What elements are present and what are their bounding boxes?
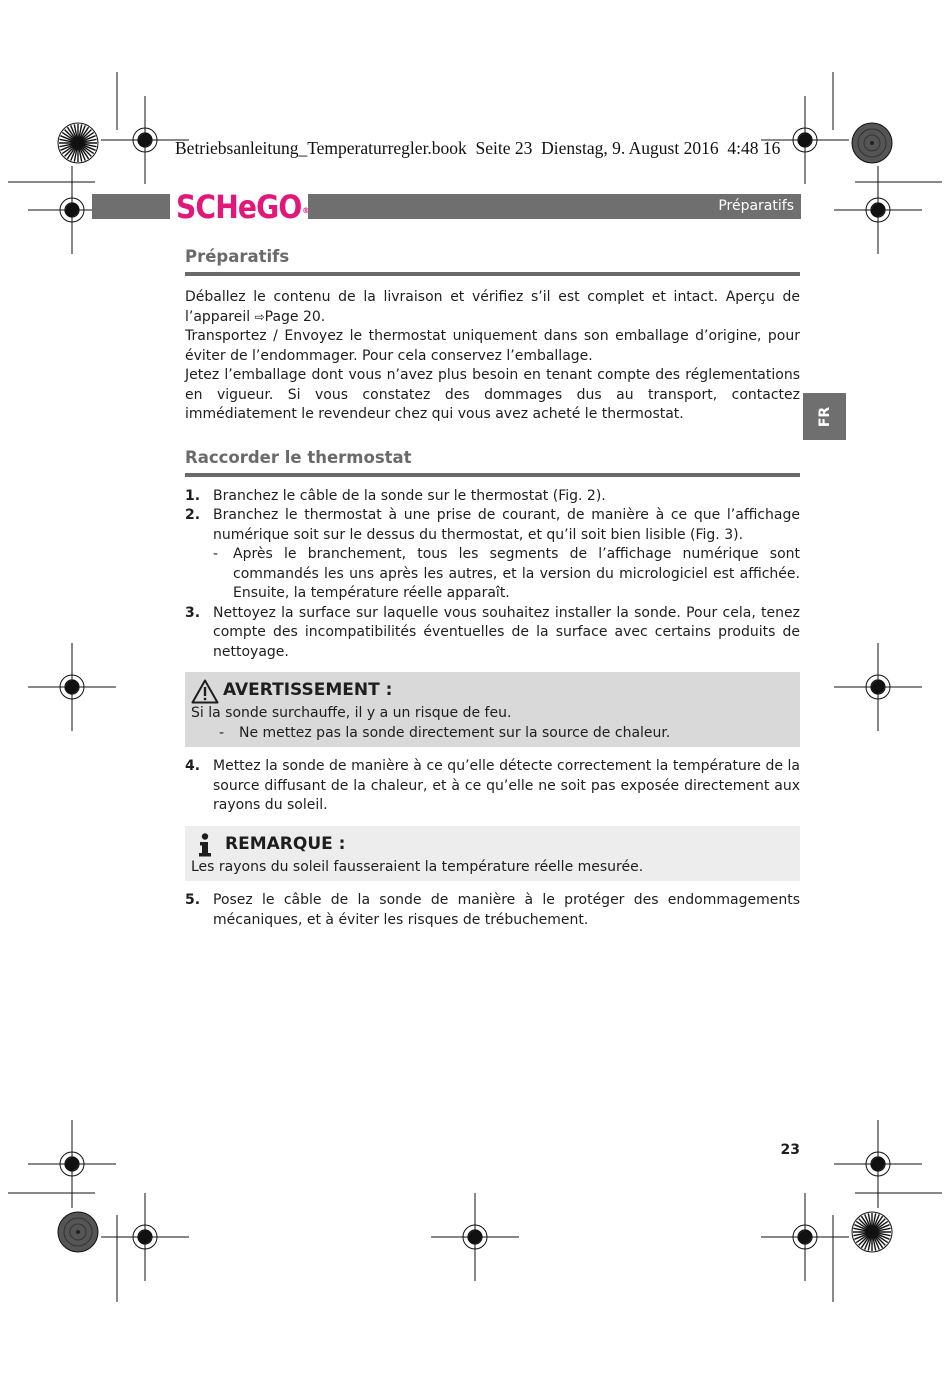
warning-header: [191, 678, 794, 704]
step-text: Mettez la sonde de manière à ce qu’elle détecte correctement la température de la source diffusant de la chaleur, et à ce qu’elle ne soit pas exposée directement aux rayons du soleil.: [213, 758, 800, 813]
step-text: Branchez le câble de la sonde sur le thermostat (Fig. 2).: [213, 487, 606, 504]
warning-box: [185, 672, 800, 747]
step-number: 1.: [185, 487, 201, 504]
warning-subitem-text: Ne mettez pas la sonde directement sur la source de chaleur.: [239, 724, 671, 741]
header-section-title: Préparatifs: [718, 198, 794, 214]
brand-logo: [176, 188, 308, 226]
step-text: Nettoyez la surface sur laquelle vous souhaitez installer la sonde. Pour cela, tenez compte des incompatibilités éventuelles de la surface avec certains produits de nettoyage.: [213, 604, 800, 660]
language-tab-label: FR: [816, 406, 833, 427]
step-number: 2.: [185, 507, 201, 523]
paragraph-unpack: [185, 288, 800, 327]
paragraph-dispose: Jetez l’emballage dont vous n’avez plus besoin en tenant compte des réglementations en vigueur. Si vous constatez des dommages dus au transport, contactez immédiatement le revendeur chez qui vous avez acheté le thermostat.: [185, 367, 800, 422]
section-preparatifs-body: [185, 288, 800, 425]
sub-dash: -: [219, 724, 225, 741]
page-content: [185, 246, 800, 930]
warning-subitem: [191, 724, 794, 744]
step-3: [185, 604, 800, 663]
logo-registered-mark: ®: [302, 206, 309, 215]
step-2-subitem: [213, 545, 800, 604]
paragraph-unpack-text: Déballez le contenu de la livraison et vérifiez s’il est complet et intact. Aperçu de l’appareil: [185, 289, 800, 325]
section-title-raccorder: Raccorder le thermostat: [185, 447, 800, 477]
step-1: [185, 487, 800, 507]
paragraph-transport: Transportez / Envoyez le thermostat uniquement dans son emballage d’origine, pour éviter de l’endommager. Pour cela conservez l’emballage.: [185, 328, 800, 364]
step-text: Branchez le thermostat à une prise de courant, de manière à ce que l’affichage numérique soit sur le dessus du thermostat, et qu’il soit bien lisible (Fig. 3).: [213, 507, 800, 543]
note-header: [191, 832, 794, 858]
sub-dash: -: [213, 546, 219, 562]
step-number: 3.: [185, 604, 201, 621]
step-number: 5.: [185, 892, 201, 908]
info-icon: [195, 833, 215, 857]
note-box: [185, 826, 800, 882]
sub-text: Après le branchement, tous les segments de l’affichage numérique sont commandés les uns après les autres, et la version du micrologiciel est affichée. Ensuite, la température réelle apparaît.: [233, 546, 800, 601]
page-reference: Page 20.: [264, 308, 326, 325]
step-number: 4.: [185, 758, 201, 774]
steps-list-continued: [185, 757, 800, 816]
step-4: [185, 757, 800, 816]
logo-text: SCHeGO: [176, 188, 302, 226]
steps-list: [185, 487, 800, 663]
warning-title: AVERTISSEMENT :: [223, 680, 393, 701]
step-2: [185, 506, 800, 604]
language-tab: [803, 393, 846, 440]
arrow-right-icon: ⇨: [254, 309, 265, 324]
print-slug: Betriebsanleitung_Temperaturregler.book Seite 23 Dienstag, 9. August 2016 4:48 16: [175, 138, 781, 158]
steps-list-final: [185, 891, 800, 930]
warning-text: Si la sonde surchauffe, il y a un risque de feu.: [191, 705, 512, 721]
section-title-preparatifs: Préparatifs: [185, 246, 800, 276]
step-5: [185, 891, 800, 930]
note-title: REMARQUE :: [225, 833, 346, 854]
note-text: Les rayons du soleil fausseraient la température réelle mesurée.: [191, 858, 644, 875]
warning-triangle-icon: [191, 679, 219, 704]
page-number: 23: [780, 1142, 800, 1158]
step-text: Posez le câble de la sonde de manière à le protéger des endommagements mécaniques, et à éviter les risques de trébuchement.: [213, 892, 800, 928]
